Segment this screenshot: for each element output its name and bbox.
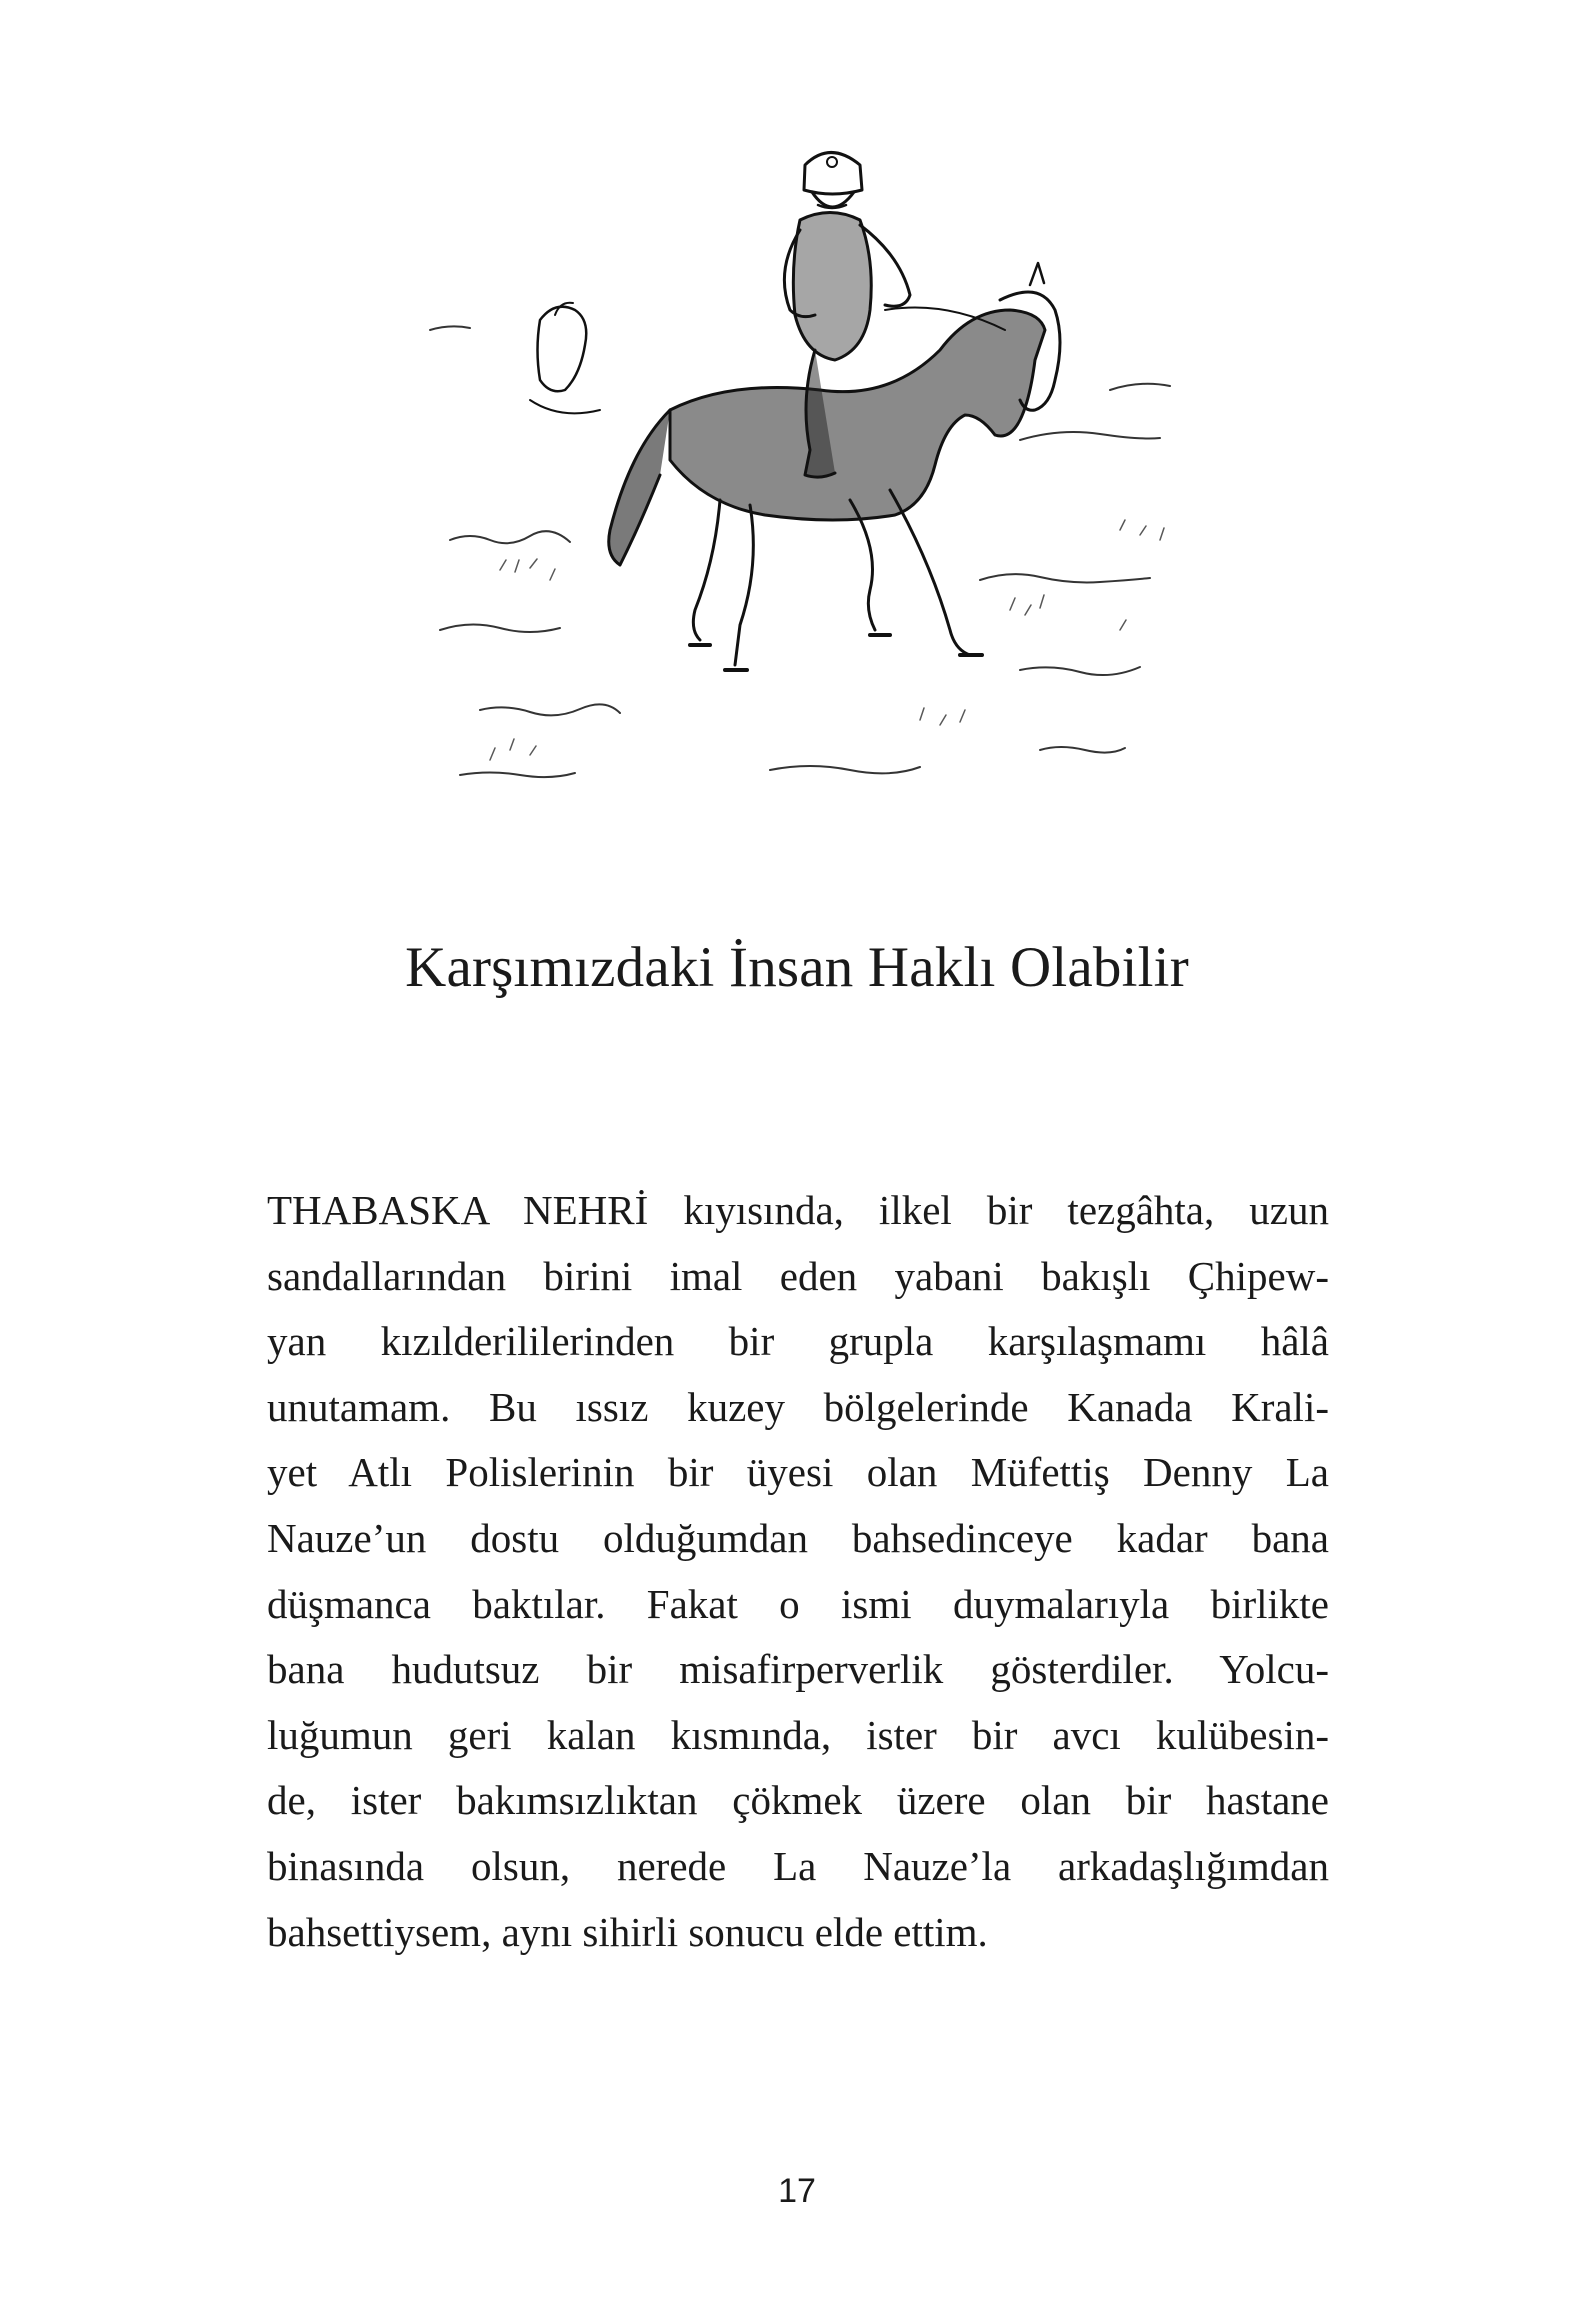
body-line: luğumun geri kalan kısmında, ister bir avcı kulübesin-: [267, 1711, 1329, 1758]
page-number: 17: [778, 2172, 816, 2210]
body-line: binasında olsun, nerede La Nauze’la arkadaşlığımdan: [267, 1842, 1329, 1889]
body-line: unutamam. Bu ıssız kuzey bölgelerinde Kanada Krali-: [267, 1383, 1329, 1430]
body-line: bana hudutsuz bir misafirperverlik gösterdiler. Yolcu-: [267, 1646, 1329, 1693]
chapter-title: Karşımızdaki İnsan Haklı Olabilir: [405, 936, 1189, 999]
body-line: yan kızılderililerinden bir grupla karşılaşmamı hâlâ: [267, 1318, 1329, 1365]
body-line: THABASKA NEHRİ kıyısında, ilkel bir tezgâhta, uzun: [267, 1187, 1329, 1233]
body-line: yet Atlı Polislerinin bir üyesi olan Müfettiş Denny La: [267, 1449, 1329, 1496]
body-line: bahsettiysem, aynı sihirli sonucu elde ettim.: [267, 1908, 988, 1955]
body-line: de, ister bakımsızlıktan çökmek üzere olan bir hastane: [267, 1777, 1329, 1824]
body-line: düşmanca baktılar. Fakat o ismi duymalarıyla birlikte: [267, 1580, 1329, 1627]
body-line: Nauze’un dostu olduğumdan bahsedinceye kadar bana: [267, 1514, 1329, 1561]
body-paragraph: [267, 1178, 1329, 1965]
body-line: sandallarından birini imal eden yabani bakışlı Çhipew-: [267, 1252, 1329, 1299]
illustration-mounted-soldier: [420, 110, 1240, 840]
